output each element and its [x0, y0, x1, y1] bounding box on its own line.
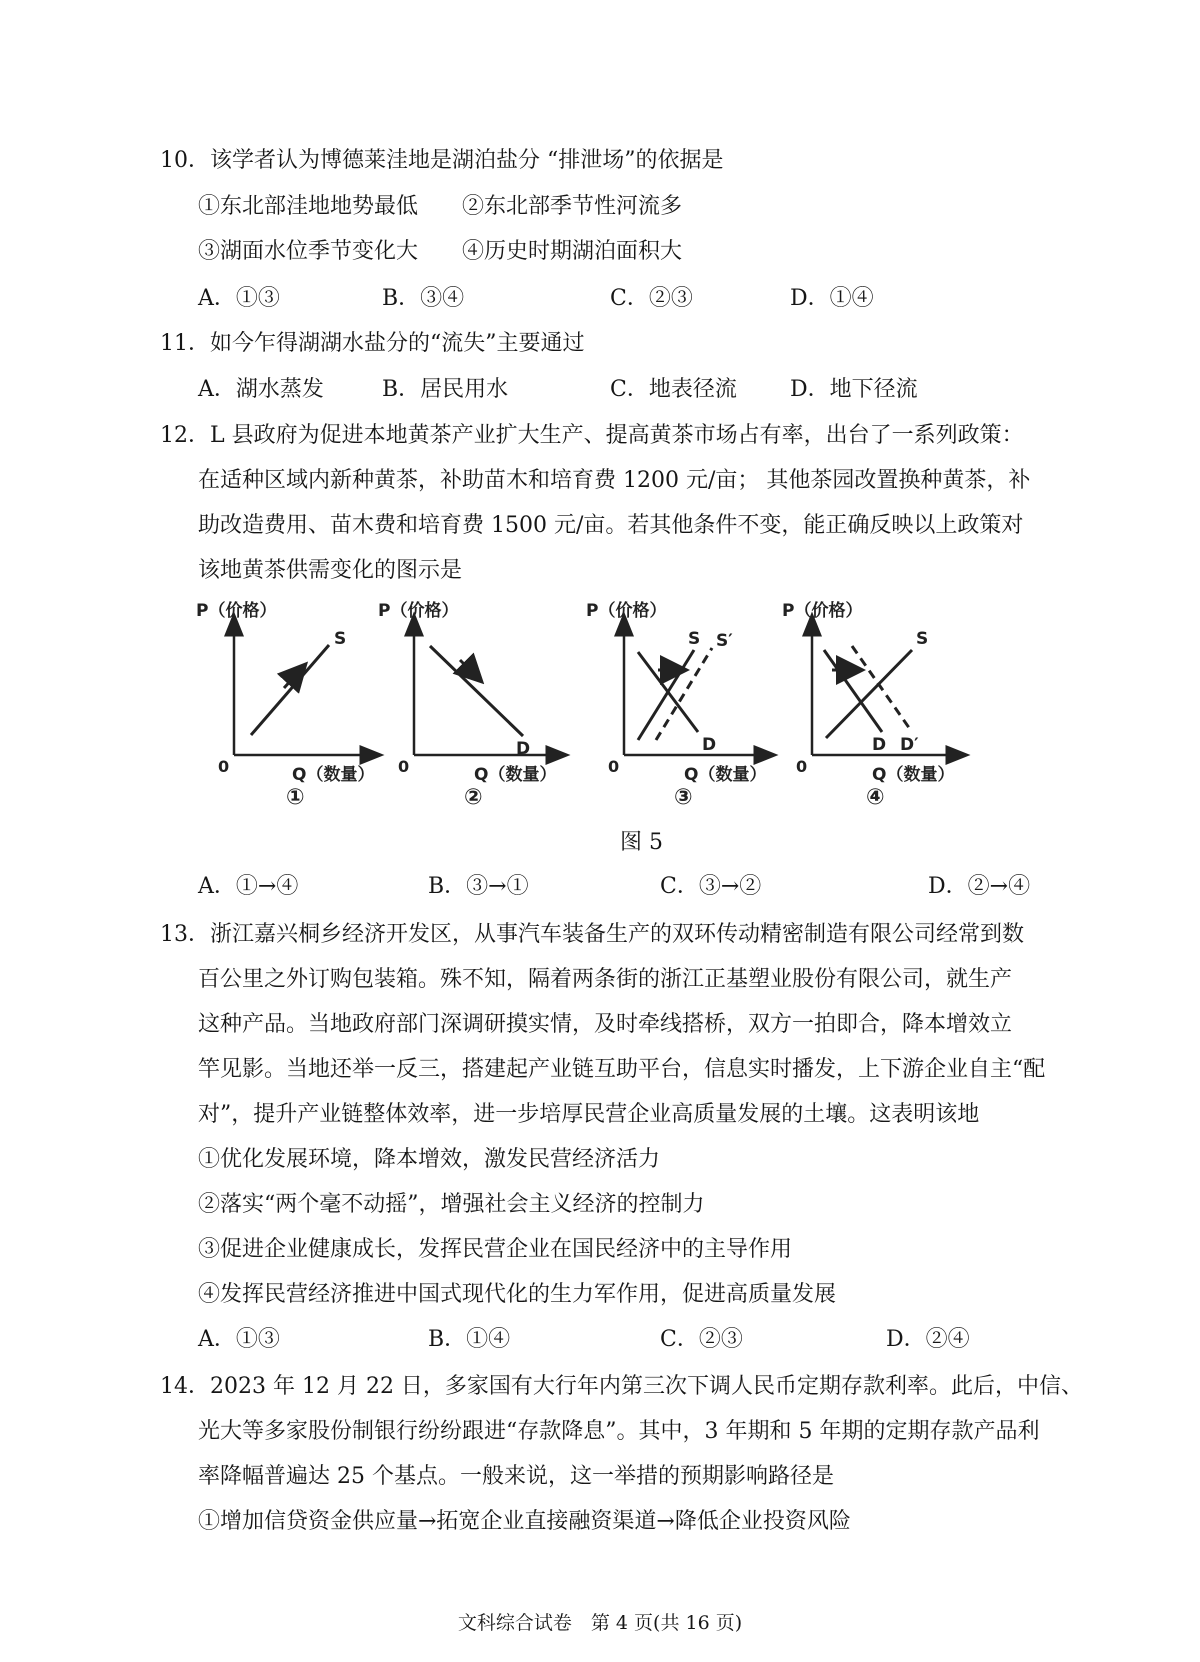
figure-panel-1	[196, 600, 392, 810]
origin-label: 0	[218, 757, 230, 776]
x-axis-label: Q（数量）	[474, 765, 557, 785]
curve-label: S′	[716, 631, 733, 651]
figure-panel-3	[586, 600, 782, 810]
q10-option-d: D．①④	[790, 286, 874, 311]
q10-option-b: B．③④	[382, 286, 465, 311]
y-axis-label: P（价格）	[586, 601, 667, 621]
q10-item-2: ②东北部季节性河流多	[462, 194, 683, 219]
q12-stem-line-2: 在适种区域内新种黄茶，补助苗木和培育费 1200 元/亩； 其他茶园改置换种黄茶，补	[198, 468, 1031, 493]
q10-option-a: A．①③	[198, 286, 280, 311]
panel-number: ④	[866, 785, 885, 810]
q13-option-b: B．①④	[428, 1327, 511, 1352]
supply-curve	[251, 645, 329, 735]
q13-item-2: ②落实“两个毫不动摇”，增强社会主义经济的控制力	[198, 1192, 705, 1217]
origin-label: 0	[398, 757, 410, 776]
q13-item-3: ③促进企业健康成长，发挥民营企业在国民经济中的主导作用	[198, 1237, 793, 1262]
panel-number: ③	[674, 785, 693, 810]
y-axis-label: P（价格）	[196, 601, 277, 621]
q10-stem: 10．该学者认为博德莱洼地是湖泊盐分 “排泄场”的依据是	[160, 148, 724, 173]
q11-option-c: C．地表径流	[610, 377, 737, 402]
q13-option-d: D．②④	[886, 1327, 970, 1352]
q12-stem-line-1: 12．L 县政府为促进本地黄茶产业扩大生产、提高黄茶市场占有率，出台了一系列政策：	[160, 423, 1024, 448]
demand-curve	[430, 646, 523, 736]
q10-item-4: ④历史时期湖泊面积大	[462, 239, 683, 264]
q13-stem-line-4: 竿见影。当地还举一反三，搭建起产业链互助平台，信息实时播发，上下游企业自主“配	[198, 1057, 1046, 1082]
q13-stem-line-2: 百公里之外订购包装箱。殊不知，隔着两条街的浙江正基塑业股份有限公司，就生产	[198, 967, 1013, 992]
q12-option-a: A．①→④	[198, 874, 299, 899]
q13-option-c: C．②③	[660, 1327, 743, 1352]
curve-label: S	[916, 629, 929, 649]
new-supply-curve	[656, 648, 712, 740]
q13-stem-line-5: 对”，提升产业链整体效率，进一步培厚民营企业高质量发展的土壤。这表明该地	[198, 1102, 980, 1127]
curve-label: S	[334, 629, 347, 649]
origin-label: 0	[608, 757, 620, 776]
x-axis-label: Q（数量）	[684, 765, 767, 785]
figure-panel-2	[376, 600, 572, 810]
q11-option-b: B．居民用水	[382, 377, 509, 402]
y-axis-label: P（价格）	[378, 601, 459, 621]
y-axis-label: P（价格）	[782, 601, 863, 621]
supply-curve	[826, 650, 912, 738]
figure-panel-4	[782, 600, 978, 810]
panel-number: ②	[464, 785, 483, 810]
x-axis-label: Q（数量）	[292, 765, 375, 785]
q12-option-c: C．③→②	[660, 874, 762, 899]
q13-stem-line-3: 这种产品。当地政府部门深调研摸实情，及时牵线搭桥，双方一拍即合，降本增效立	[198, 1012, 1013, 1037]
figure-caption: 图 5	[620, 830, 663, 855]
q10-option-c: C．②③	[610, 286, 693, 311]
q13-option-a: A．①③	[198, 1327, 280, 1352]
q14-stem-line-3: 率降幅普遍达 25 个基点。一般来说，这一举措的预期影响路径是	[198, 1464, 834, 1489]
q11-stem: 11．如今乍得湖湖水盐分的“流失”主要通过	[160, 331, 585, 356]
q12-option-b: B．③→①	[428, 874, 529, 899]
x-axis-label: Q（数量）	[872, 765, 955, 785]
q12-stem-line-4: 该地黄茶供需变化的图示是	[198, 558, 463, 583]
q12-option-d: D．②→④	[928, 874, 1031, 899]
origin-label: 0	[796, 757, 808, 776]
panel-number: ①	[286, 785, 305, 810]
q13-stem-line-1: 13．浙江嘉兴桐乡经济开发区，从事汽车装备生产的双环传动精密制造有限公司经常到数	[160, 922, 1024, 947]
q10-item-1: ①东北部洼地地势最低	[198, 194, 419, 219]
q13-item-4: ④发挥民营经济推进中国式现代化的生力军作用，促进高质量发展	[198, 1282, 837, 1307]
q12-stem-line-3: 助改造费用、苗木费和培育费 1500 元/亩。若其他条件不变，能正确反映以上政策对	[198, 513, 1024, 538]
curve-label: D	[872, 735, 887, 755]
q14-stem-line-1: 14．2023 年 12 月 22 日，多家国有大行年内第三次下调人民币定期存款利率。此后，中信、	[160, 1374, 1083, 1399]
q10-item-3: ③湖面水位季节变化大	[198, 239, 419, 264]
curve-label: D′	[900, 735, 919, 755]
q13-item-1: ①优化发展环境，降本增效，激发民营经济活力	[198, 1147, 661, 1172]
q14-stem-line-2: 光大等多家股份制银行纷纷跟进“存款降息”。其中，3 年期和 5 年期的定期存款产品利	[198, 1419, 1040, 1444]
page-footer: 文科综合试卷 第 4 页(共 16 页)	[457, 1612, 743, 1634]
q11-option-a: A．湖水蒸发	[198, 377, 324, 402]
curve-label: D	[702, 735, 717, 755]
q14-item-1: ①增加信贷资金供应量→拓宽企业直接融资渠道→降低企业投资风险	[198, 1509, 851, 1534]
curve-label: S	[688, 629, 701, 649]
q11-option-d: D．地下径流	[790, 377, 918, 402]
curve-label: D	[516, 739, 531, 759]
